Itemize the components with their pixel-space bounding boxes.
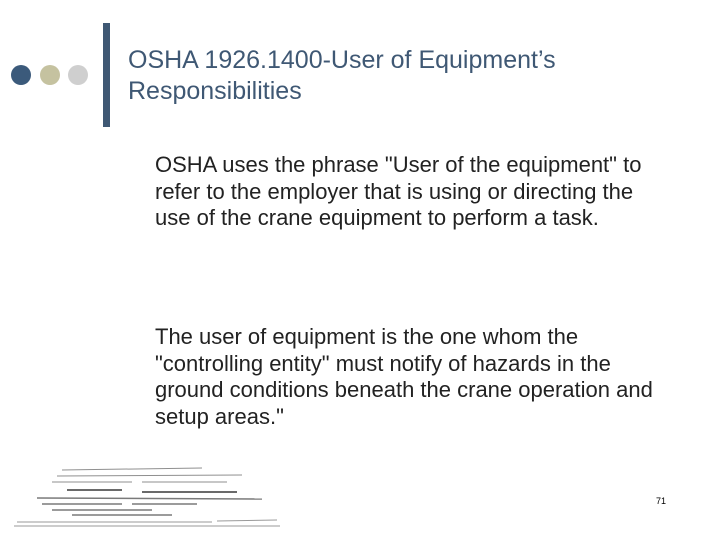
tan-dot-icon — [40, 65, 60, 85]
body-paragraph-2: The user of equipment is the one whom the "controlling entity" must notify of hazards in the ground conditions beneath the crane operation and setup areas." — [155, 324, 653, 429]
title-divider — [103, 23, 110, 127]
page-number: 71 — [656, 496, 667, 506]
body-paragraph-1: OSHA uses the phrase "User of the equipment" to refer to the employer that is using or directing the use of the crane equipment to perform a task. — [155, 152, 642, 230]
slide-title: OSHA 1926.1400-User of Equipment’s Responsibilities — [128, 46, 556, 105]
navy-dot-icon — [11, 65, 31, 85]
gray-dot-icon — [68, 65, 88, 85]
document-thumbnail-image — [12, 460, 282, 528]
